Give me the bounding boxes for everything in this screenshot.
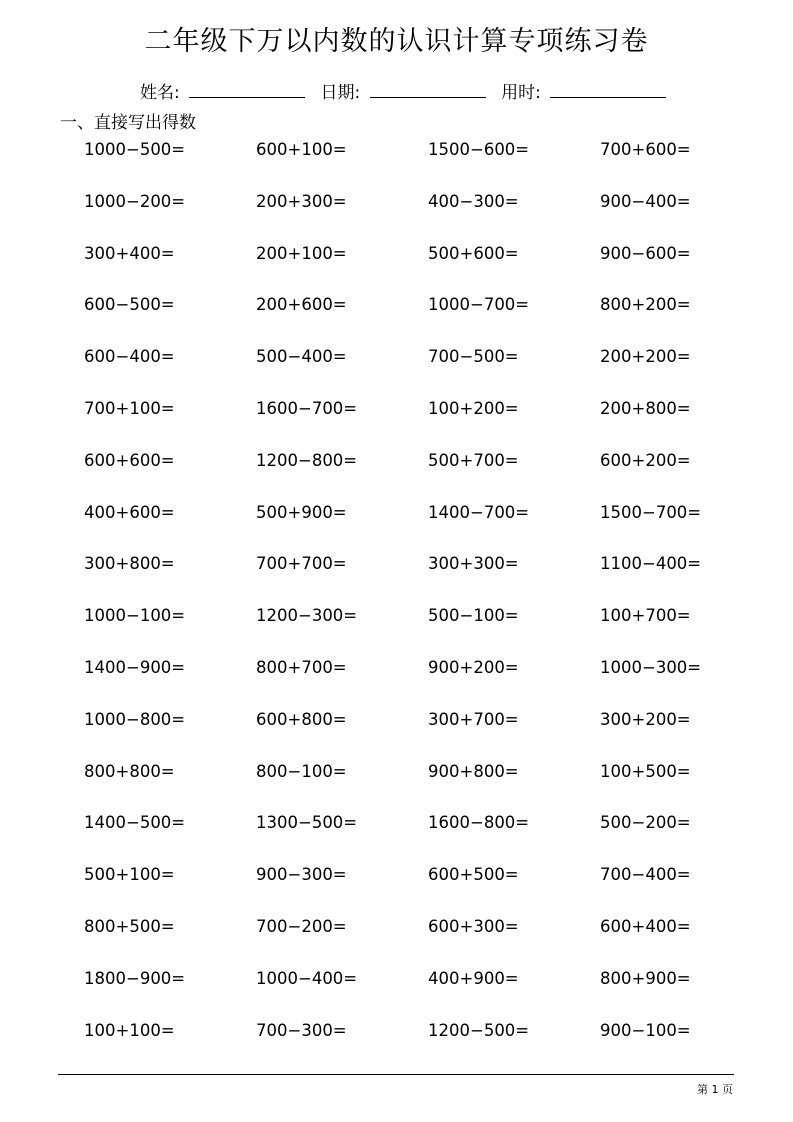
- arithmetic-problem: 200+600=: [256, 295, 347, 315]
- arithmetic-problem: 1600−700=: [256, 398, 358, 418]
- arithmetic-problem: 800+800=: [84, 761, 175, 781]
- arithmetic-problem: 1800−900=: [84, 968, 186, 988]
- arithmetic-problem: 700−400=: [600, 865, 691, 885]
- arithmetic-problem: 600−400=: [84, 347, 175, 367]
- arithmetic-problem: 500−100=: [428, 606, 519, 626]
- name-blank[interactable]: [189, 80, 305, 98]
- arithmetic-problem: 100+700=: [600, 606, 691, 626]
- arithmetic-problem: 1200−800=: [256, 450, 358, 470]
- arithmetic-problem: 800−100=: [256, 761, 347, 781]
- arithmetic-problem: 1000−200=: [84, 191, 186, 211]
- problem-row: [84, 916, 774, 968]
- arithmetic-problem: 300+200=: [600, 709, 691, 729]
- arithmetic-problem: 400+900=: [428, 968, 519, 988]
- arithmetic-problem: 900−100=: [600, 1020, 691, 1040]
- arithmetic-problem: 800+500=: [84, 916, 175, 936]
- arithmetic-problem: 800+200=: [600, 295, 691, 315]
- problem-row: [84, 1020, 774, 1072]
- arithmetic-problem: 900+800=: [428, 761, 519, 781]
- page-title: 二年级下万以内数的认识计算专项练习卷: [144, 26, 649, 57]
- arithmetic-problem: 1300−500=: [256, 813, 358, 833]
- date-blank[interactable]: [370, 80, 486, 98]
- arithmetic-problem: 900−600=: [600, 243, 691, 263]
- problem-row: [84, 657, 774, 709]
- arithmetic-problem: 1000−400=: [256, 968, 358, 988]
- footer-divider: [58, 1074, 734, 1075]
- arithmetic-problem: 600+800=: [256, 709, 347, 729]
- problem-row: [84, 502, 774, 554]
- arithmetic-problem: 800+900=: [600, 968, 691, 988]
- arithmetic-problem: 200+300=: [256, 191, 347, 211]
- arithmetic-problem: 500+700=: [428, 450, 519, 470]
- arithmetic-problem: 200+100=: [256, 243, 347, 263]
- arithmetic-problem: 200+200=: [600, 347, 691, 367]
- arithmetic-problem: 700−200=: [256, 916, 347, 936]
- arithmetic-problem: 1200−300=: [256, 606, 358, 626]
- arithmetic-problem: 500+600=: [428, 243, 519, 263]
- arithmetic-problem: 1400−500=: [84, 813, 186, 833]
- arithmetic-problem: 600+600=: [84, 450, 175, 470]
- arithmetic-problem: 200+800=: [600, 398, 691, 418]
- problem-row: [84, 191, 774, 243]
- arithmetic-problem: 1000−800=: [84, 709, 186, 729]
- time-label: 用时:: [501, 83, 541, 103]
- name-label: 姓名:: [140, 83, 180, 103]
- arithmetic-problem: 700+600=: [600, 140, 691, 159]
- arithmetic-problem: 900+200=: [428, 657, 519, 677]
- arithmetic-problem: 800+700=: [256, 657, 347, 677]
- problem-row: [84, 346, 774, 398]
- arithmetic-problem: 1500−700=: [600, 502, 702, 522]
- arithmetic-problem: 1400−900=: [84, 657, 186, 677]
- problem-row: [84, 761, 774, 813]
- arithmetic-problem: 300+800=: [84, 554, 175, 574]
- problem-row: [84, 553, 774, 605]
- problem-row: [84, 450, 774, 502]
- page-number: 第 1 页: [697, 1083, 733, 1096]
- problem-row: [84, 709, 774, 761]
- arithmetic-problem: 500−200=: [600, 813, 691, 833]
- problem-row: [84, 812, 774, 864]
- problem-row: [84, 243, 774, 295]
- arithmetic-problem: 100+500=: [600, 761, 691, 781]
- arithmetic-problem: 700+100=: [84, 398, 175, 418]
- section-heading: 一、直接写出得数: [60, 113, 196, 133]
- arithmetic-problem: 100+100=: [84, 1020, 175, 1040]
- problem-row: [84, 605, 774, 657]
- arithmetic-problem: 700−300=: [256, 1020, 347, 1040]
- arithmetic-problem: 500+900=: [256, 502, 347, 522]
- date-label: 日期:: [320, 83, 361, 103]
- arithmetic-problem: 500+100=: [84, 865, 175, 885]
- arithmetic-problem: 600+400=: [600, 916, 691, 936]
- arithmetic-problem: 700+700=: [256, 554, 347, 574]
- problem-grid: [84, 139, 774, 1071]
- arithmetic-problem: 900−400=: [600, 191, 691, 211]
- arithmetic-problem: 600+100=: [256, 140, 347, 159]
- problem-row: [84, 398, 774, 450]
- arithmetic-problem: 1000−700=: [428, 295, 530, 315]
- arithmetic-problem: 1400−700=: [428, 502, 530, 522]
- arithmetic-problem: 300+300=: [428, 554, 519, 574]
- problem-row: [84, 864, 774, 916]
- problem-row: [84, 139, 774, 191]
- arithmetic-problem: 300+700=: [428, 709, 519, 729]
- arithmetic-problem: 1500−600=: [428, 140, 530, 159]
- arithmetic-problem: 600−500=: [84, 295, 175, 315]
- arithmetic-problem: 400−300=: [428, 191, 519, 211]
- arithmetic-problem: 300+400=: [84, 243, 175, 263]
- arithmetic-problem: 900−300=: [256, 865, 347, 885]
- arithmetic-problem: 400+600=: [84, 502, 175, 522]
- arithmetic-problem: 700−500=: [428, 347, 519, 367]
- problem-row: [84, 968, 774, 1020]
- arithmetic-problem: 600+200=: [600, 450, 691, 470]
- arithmetic-problem: 100+200=: [428, 398, 519, 418]
- arithmetic-problem: 1100−400=: [600, 554, 702, 574]
- student-info-line: [140, 80, 676, 105]
- arithmetic-problem: 1600−800=: [428, 813, 530, 833]
- arithmetic-problem: 600+300=: [428, 916, 519, 936]
- arithmetic-problem: 600+500=: [428, 865, 519, 885]
- problem-row: [84, 294, 774, 346]
- arithmetic-problem: 1200−500=: [428, 1020, 530, 1040]
- arithmetic-problem: 500−400=: [256, 347, 347, 367]
- time-blank[interactable]: [550, 80, 666, 98]
- arithmetic-problem: 1000−100=: [84, 606, 186, 626]
- arithmetic-problem: 1000−500=: [84, 140, 186, 159]
- arithmetic-problem: 1000−300=: [600, 657, 702, 677]
